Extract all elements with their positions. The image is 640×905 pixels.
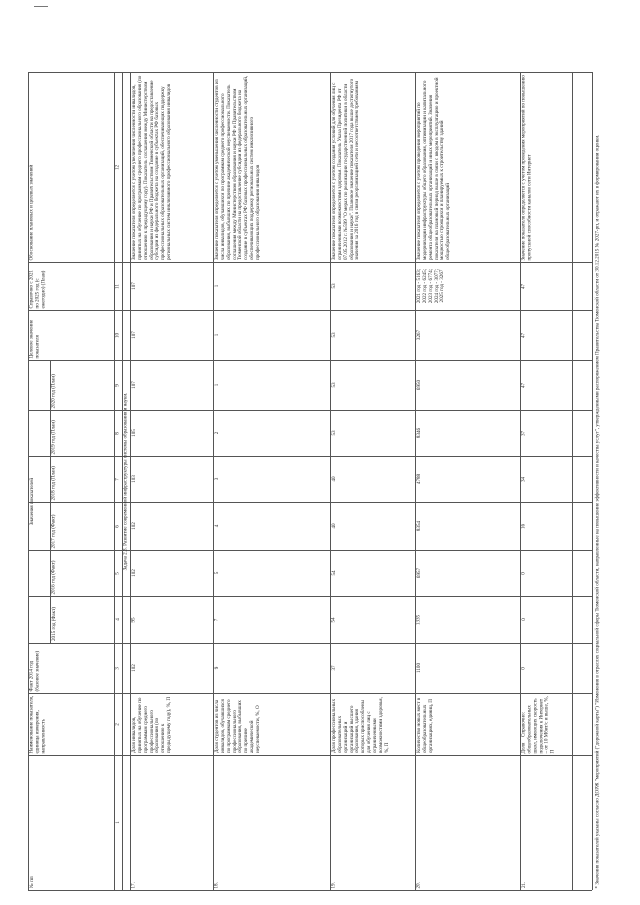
row-4-target: 3267 (415, 329, 422, 341)
row-4-f2014: 1100 (415, 663, 422, 673)
row-2-y2020: 1 (213, 383, 220, 387)
header-y2017: 2017 год (Факт) (50, 514, 57, 548)
header-y2016: 2016 год (Факт) (50, 560, 57, 594)
col-line-4 (28, 596, 592, 597)
row-5-y2015: 0 (520, 618, 527, 621)
row-2-y2017: 4 (213, 524, 220, 528)
row-2-target: 1 (213, 333, 220, 337)
row-1-f2014: 102 (130, 664, 137, 672)
row-2-ref: 1 (213, 284, 220, 288)
col-line-0 (28, 890, 592, 891)
col-line-1 (28, 755, 592, 756)
header-num: № пп (28, 876, 35, 888)
colnum-8: 8 (114, 431, 121, 435)
row-5-f2014: 0 (520, 666, 527, 670)
row-4-y2020: 6950 (415, 379, 422, 391)
row-3-name: Доля профессиональных образовательных организаций и организаций высшего образования, здания которых приспособлены для обучения лиц с ограниченными возможностями здоровья, %, П (330, 695, 390, 753)
colnum-11: 11 (114, 283, 121, 289)
group-divider (50, 360, 51, 643)
row-2-name: Доля студентов из числа инвалидов, обучавшихся по программам среднего профессионального образования, выбывших по причине академической неуспеваемости, %, О (213, 697, 261, 753)
row-5-y2018: 34 (520, 476, 527, 482)
colnum-7: 7 (114, 477, 121, 481)
row-1-y2019: 105 (130, 429, 137, 437)
col-line-10 (28, 310, 592, 311)
row-line-9 (592, 72, 593, 890)
row-line-8 (572, 72, 573, 890)
row-5-y2019: 37 (520, 430, 527, 436)
header-y2018: 2018 год (План) (50, 465, 57, 500)
colnum-5: 5 (114, 571, 121, 575)
row-3-num: 19. (330, 881, 337, 888)
row-3-y2018: 40 (330, 476, 337, 482)
note-label: Справочно: (520, 711, 527, 737)
header-y2020: 2020 год (План) (50, 373, 57, 408)
col-line-9 (28, 360, 592, 361)
row-5-ref: 47 (520, 283, 527, 289)
row-3-y2016: 54 (330, 570, 337, 576)
row-3-ref: 53 (330, 283, 337, 289)
colnum-1: 1 (114, 821, 121, 824)
row-3-y2020: 53 (330, 382, 337, 388)
header-name: Наименование показателя, единица измерения, направленность (28, 693, 47, 753)
row-1-y2017: 102 (130, 522, 137, 530)
row-2-y2015: 7 (213, 618, 220, 621)
row-5-basis: Значение показателя определяется с учетом проведения мероприятий по повышению пропускной способности каналов сети Интернет (520, 73, 533, 260)
colnum-12: 12 (114, 164, 121, 170)
header-values-group: Значения показателей (28, 477, 35, 526)
row-1-y2016: 102 (130, 569, 137, 577)
row-4-basis: Значение показателя определяется с учетом проведения мероприятий по модернизации инфраструктуры общего образования, оптимизации и капитального ремонта общеобразовательных организаций и иных мероприятий. Значения показателя на плановый период выше в связи с вводом в эксплуатацию и проектной мощностью строящихся и планируемых к строительству зданий общеобразовательных организаций (415, 76, 451, 260)
row-4-y2016: 6957 (415, 567, 422, 579)
header-target: Целевое значение показателя (28, 318, 41, 358)
row-4-y2018: 4788 (415, 473, 422, 485)
row-4-y2019: 8346 (415, 427, 422, 439)
row-2-y2019: 2 (213, 431, 220, 435)
row-4-num: 20. (415, 881, 422, 888)
header-basis: Обоснование плановых и целевых значений (28, 164, 35, 260)
header-ref: Справочно с 2021 по 2025 год (с ежегодно) (План) (28, 268, 47, 308)
row-4-y2015: 1335 (415, 614, 422, 625)
row-4-y2017: 8354 (415, 520, 422, 532)
col-line-2 (28, 693, 592, 694)
col-line-12 (28, 72, 592, 73)
row-3-y2015: 54 (330, 616, 337, 623)
colnum-3: 3 (114, 666, 121, 670)
row-2-f2014: 9 (213, 666, 220, 670)
row-5-y2017: 16 (520, 523, 527, 529)
row-4-name: Количество новых мест в общеобразовательных организациях, единиц, П (415, 696, 434, 753)
col-line-8 (28, 410, 592, 411)
colnum-9: 9 (114, 383, 121, 387)
section-title: Задача 2.3. Развитие современной инфраструктуры системы образования и науки. (122, 392, 129, 570)
colnum-6: 6 (114, 524, 121, 528)
row-3-f2014: 37 (330, 665, 337, 671)
row-5-target: 47 (520, 332, 527, 338)
row-1-ref: 107 (130, 282, 137, 290)
row-1-name: Доля инвалидов, принятых на обучение по программам среднего профессионального образования (по отношению к предыдущему году), %, П (130, 696, 172, 753)
row-2-basis: Значение показателя определяется с учетом уменьшения численности студентов из числа инвалидов, обучавшихся по программам среднего профессионального образования, выбывших по причине академической неуспеваемости. Показатель соглашения между Министерством образования и науки РФ и Правительством Тюменской области на предоставление субсидии из федерального бюджета на создание в субъектах РФ базовых профессиональных образовательных организаций, обеспечивающих поддержку региональных систем инклюзивного профессионального образования инвалидов (213, 74, 261, 260)
row-1-y2015: 95 (130, 616, 137, 623)
row-5-num: 21. (520, 881, 527, 888)
row-5-y2020: 47 (520, 382, 527, 388)
row-4-ref: 2021 год - 5163; 2022 год - 6245; 2023 год - 6774; 2024 год - 3077; 2025 год - 3267 (415, 267, 445, 304)
col-line-5 (28, 550, 592, 551)
col-line-7 (28, 456, 592, 457)
row-1-basis: Значение показателя определяется с учетом увеличения численности инвалидов, принятых на обучение по программам среднего профессионального образования (по отношению к предыдущему году). Показатель соглашения между Министерством образования и науки РФ и Правительством Тюменской области на предоставление субсидии из федерального бюджета на создание в субъектах РФ базовых профессиональных образовательных организаций, обеспечивающих поддержку региональных систем инклюзивного профессионального образования инвалидов (130, 74, 172, 260)
colnum-4: 4 (114, 618, 121, 621)
colnum-2: 2 (114, 722, 121, 726)
row-1-y2020: 107 (130, 381, 137, 389)
colnum-10: 10 (114, 332, 121, 338)
footnote: * Значения показателей указаны согласно ДОРЖ "мероприятий ("дорожной карты") "Изменения в отраслях социальной сферы Тюменской области, направленные на повышение эффективности и качества услуг", утвержденными распоряжением Правительства Тюменской области от 30.12.2015 № 2027-рп, и отражают их в формировании оценки. (594, 134, 601, 888)
col-line-6 (28, 502, 592, 503)
row-5-name: Доля общеобразовательных школ, имеющих скорость подключения к Интернет – от 10 Мбит/с и выше, %, П (520, 694, 556, 753)
row-3-basis: Значение показателя определяется с учетом создания условий для обучения лиц с ограниченными возможностями здоровья. Показатель Указа Президента РФ от 07.05.2012 г. №599 "О мерах по реализации государственной политики в области образования и науки". Плановое значение показателя 2017 года выше достигнутого значения за 2016 год в связи реорганизацией сети и несоответствием требованиям (330, 77, 360, 260)
row-1-target: 107 (130, 331, 137, 339)
header-y2019: 2019 год (План) (50, 419, 57, 454)
row-2-num: 18. (213, 881, 220, 888)
row-2-y2018: 3 (213, 477, 220, 481)
row-3-y2017: 40 (330, 523, 337, 529)
col-line-3 (28, 643, 592, 644)
header-fact2014: Факт 2014 год (базовое значение) (28, 650, 41, 691)
row-1-num: 17. (130, 881, 137, 888)
row-1-y2018: 103 (130, 475, 137, 483)
row-5-y2016: 0 (520, 571, 527, 575)
row-3-y2019: 53 (330, 430, 337, 436)
row-3-target: 53 (330, 332, 337, 338)
header-y2015: 2015 год (Факт) (50, 607, 57, 641)
col-line-11 (28, 262, 592, 263)
row-2-y2016: 5 (213, 571, 220, 575)
